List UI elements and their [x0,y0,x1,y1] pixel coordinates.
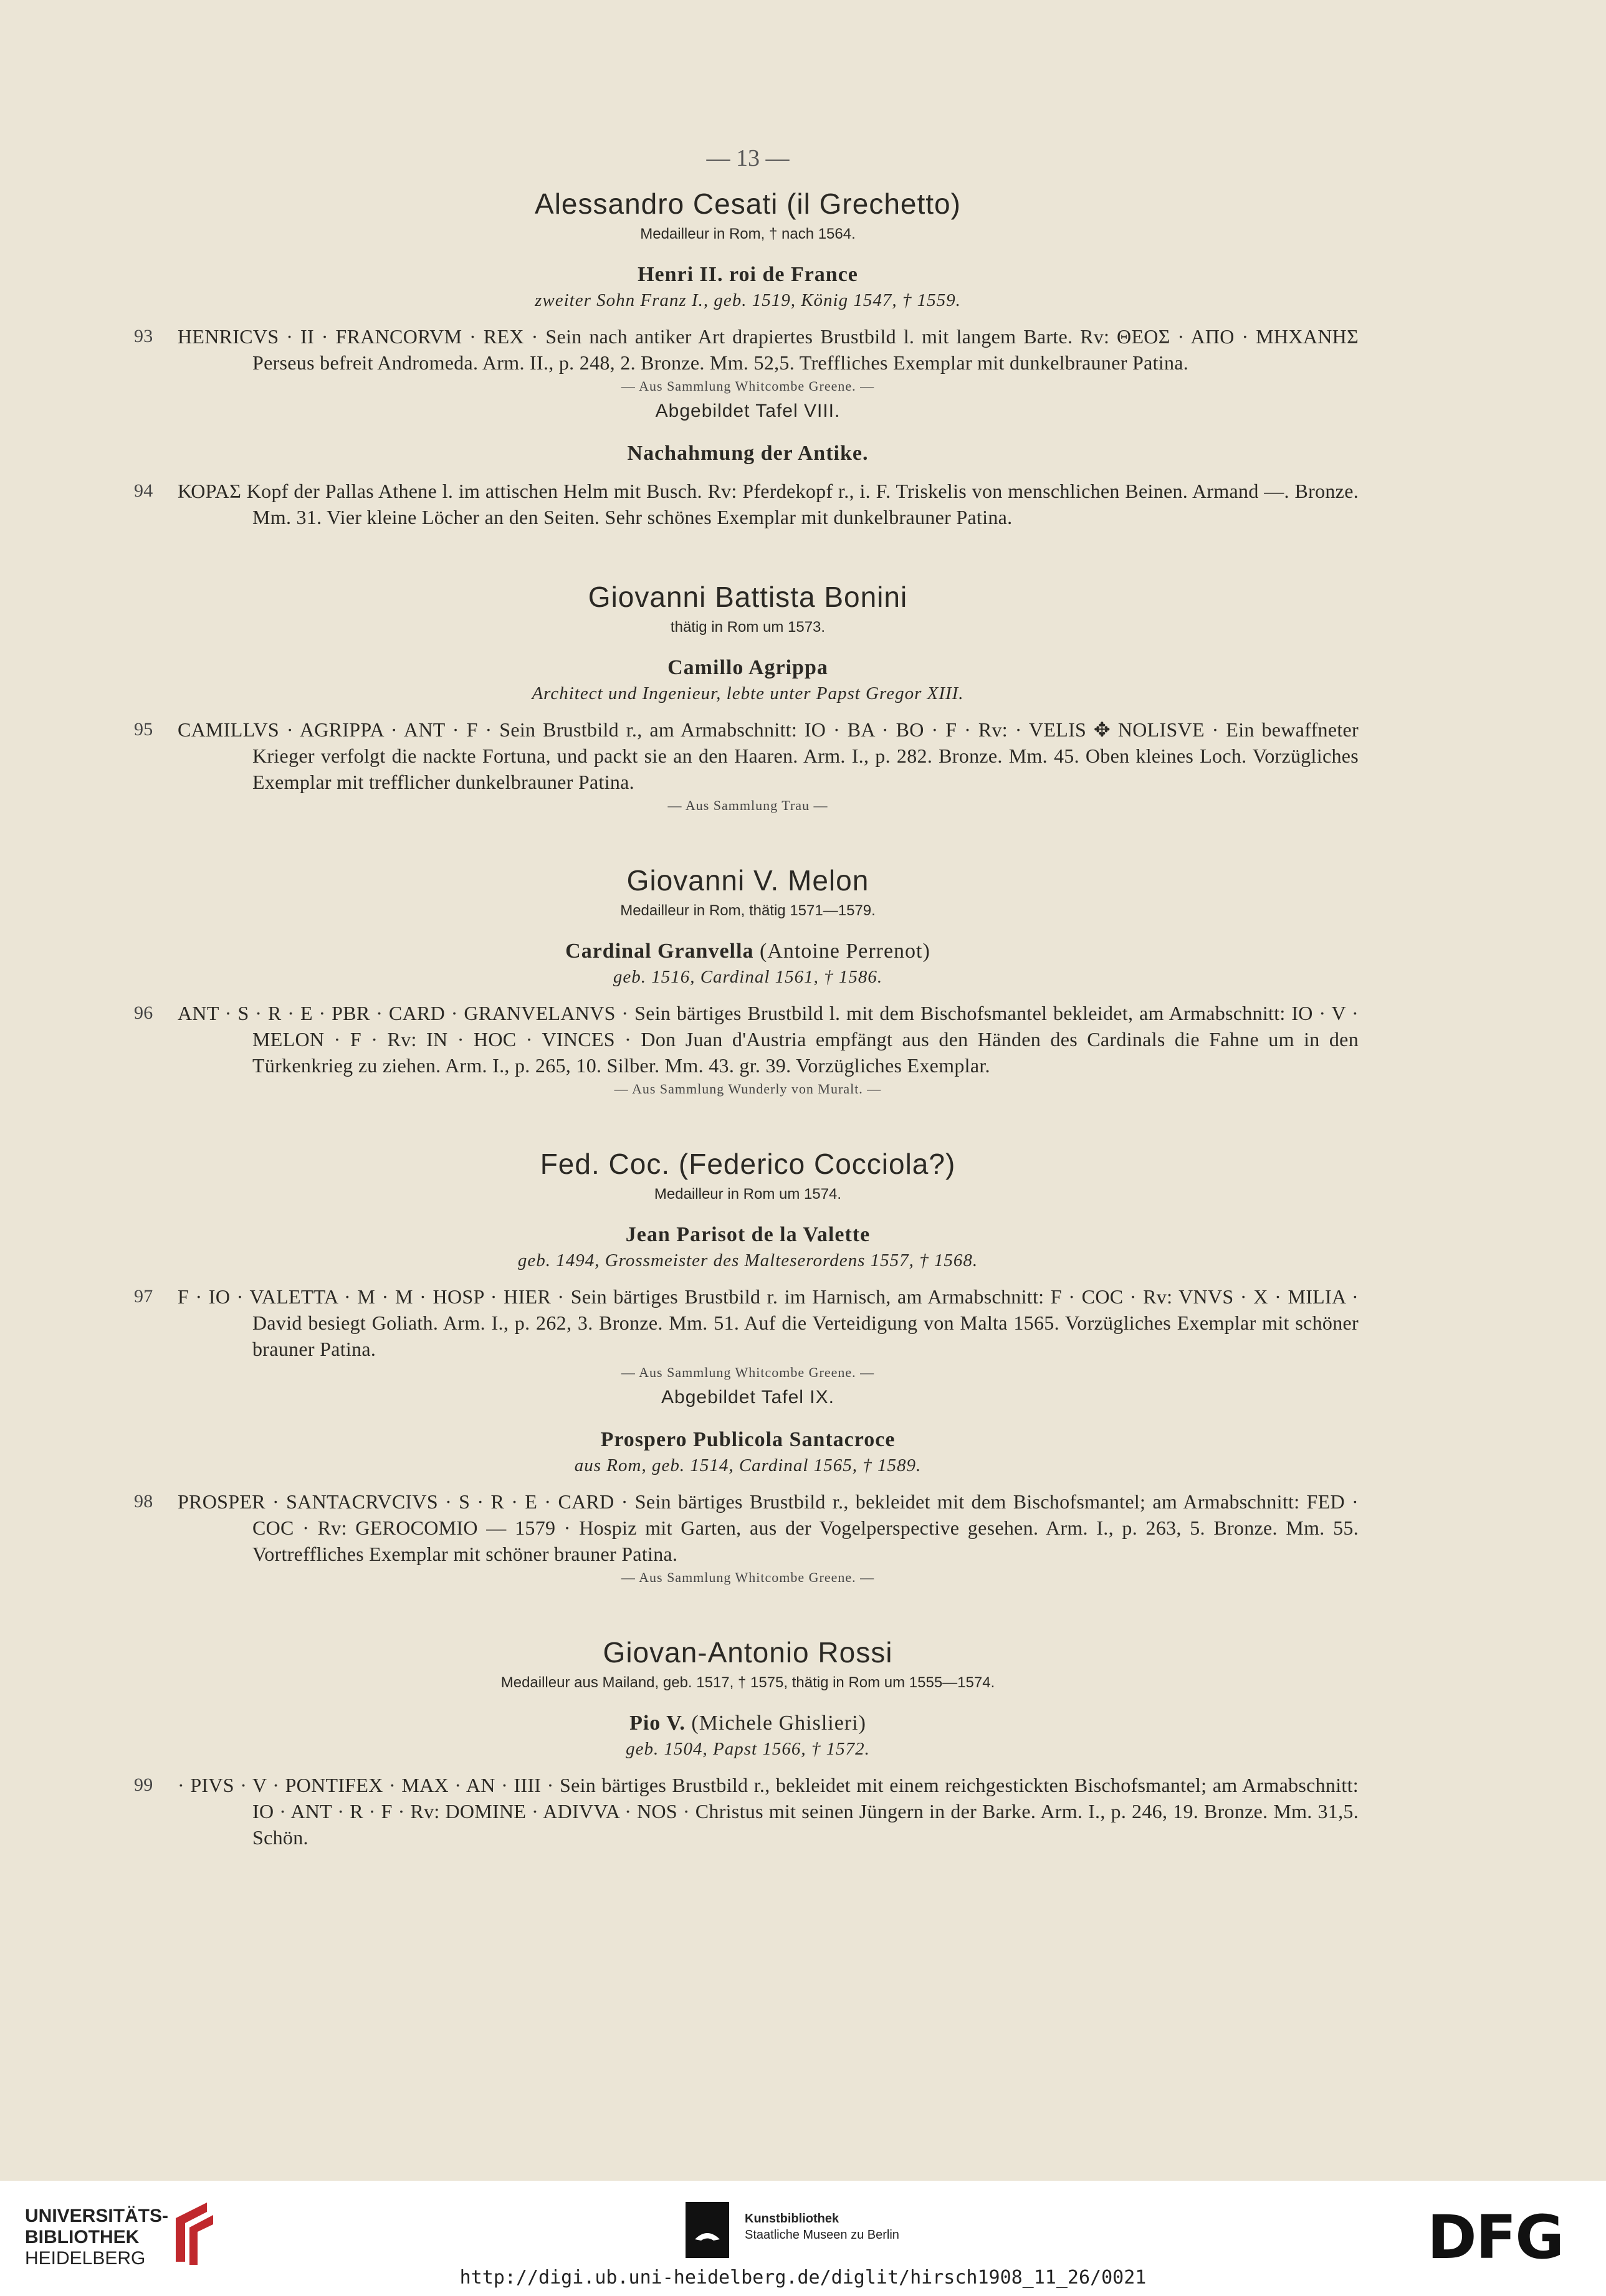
footer-bar [0,2181,1606,2296]
artist-heading [137,187,1359,221]
subject-heading [137,1428,1359,1452]
entry-provenance: — Aus Sammlung Whitcombe Greene. — [621,1365,875,1380]
artist-role: Medailleur in Rom, † nach 1564. [640,226,856,242]
page-number: — 13 — [706,145,790,171]
subject-dates: geb. 1504, Papst 1566, † 1572. [626,1739,870,1759]
ub-heidelberg-logo-icon [163,2199,219,2268]
entry-provenance: — Aus Sammlung Trau — [667,798,828,813]
subject-alias: (Michele Ghislieri) [691,1712,866,1735]
subject-heading [137,1712,1359,1735]
ub-line2: BIBLIOTHEK [25,2227,140,2247]
subject-alias: (Antoine Perrenot) [759,940,930,963]
subject-dates: aus Rom, geb. 1514, Cardinal 1565, † 1589. [574,1455,922,1475]
artist-heading [137,1636,1359,1669]
artist-heading [137,1147,1359,1181]
entry-number: 94 [134,480,153,501]
artist-role: Medailleur in Rom um 1574. [654,1186,842,1203]
entry-number: 96 [134,1003,153,1023]
subject-dates: geb. 1516, Cardinal 1561, † 1586. [613,967,883,987]
subject-name: Henri II. roi de France [638,263,858,286]
entry-number: 99 [134,1774,153,1795]
ub-line3: HEIDELBERG [25,2248,146,2269]
artist-name: Giovanni V. Melon [626,864,869,897]
catalog-content [134,187,1359,1851]
kb-title: Kunstbibliothek [745,2212,839,2226]
artist-name: Alessandro Cesati [535,188,778,220]
subject-name: Camillo Agrippa [667,656,828,679]
catalog-entry [134,1284,1359,1362]
artist-name: Giovanni Battista Bonini [588,581,908,613]
artist-name: Giovan-Antonio Rossi [603,1636,893,1669]
entry-description: F · IO · VALETTA · M · M · HOSP · HIER · Sein bärtiges Brustbild r. im Harnisch, am Armabschnitt: F · COC · Rv: VNVS · X · MILIA · David besiegt Goliath. Arm. I., p. 262, 3. Bronze. Mm. 51. Auf die Verteidigung von Malta 1565. Vorzügliches Exemplar mit schöner brauner Patina. [178,1285,1359,1360]
artist-alias: (il Grechetto) [786,188,961,220]
subject-dates: zweiter Sohn Franz I., geb. 1519, König 1547, † 1559. [535,290,961,310]
catalog-entry [134,1489,1359,1567]
subject-dates: geb. 1494, Grossmeister des Malteserordens 1557, † 1568. [517,1250,978,1270]
artist-name: Fed. Coc. [540,1148,671,1180]
dfg-logo[interactable]: DFG [1427,2203,1564,2272]
subject-heading [137,656,1359,680]
subject-heading [137,940,1359,963]
kunstbibliothek-eagle-icon [686,2202,729,2258]
catalog-entry [134,717,1359,795]
entry-description: ΚΟΡΑΣ Kopf der Pallas Athene l. im attischen Helm mit Busch. Rv: Pferdekopf r., i. F. Triskelis von menschlichen Beinen. Armand —. Bronze. Mm. 31. Vier kleine Löcher an den Seiten. Sehr schönes Exemplar mit dunkelbrauner Patina. [178,480,1359,528]
ub-heidelberg-wordmark[interactable] [25,2206,168,2269]
entry-description: ANT · S · R · E · PBR · CARD · GRANVELANVS · Sein bärtiges Brustbild l. mit dem Bischofsmantel bekleidet, am Armabschnitt: IO · V · MELON · F · Rv: IN · HOC · VINCES · Don Juan d'Austria empfängt aus den Händen des Cardinals die Fahne um in den Türkenkrieg zu ziehen. Arm. I., p. 265, 10. Silber. Mm. 43. gr. 39. Vorzügliches Exemplar. [178,1002,1359,1077]
subject-dates: Architect und Ingenieur, lebte unter Papst Gregor XIII. [532,684,964,703]
artist-role: Medailleur aus Mailand, geb. 1517, † 1575, thätig in Rom um 1555—1574. [500,1674,995,1691]
entry-provenance: — Aus Sammlung Wunderly von Muralt. — [614,1081,882,1097]
subject-heading [137,442,1359,465]
catalog-entry [134,1000,1359,1079]
artist-role: thätig in Rom um 1573. [670,619,826,636]
entry-number: 98 [134,1491,153,1512]
entry-number: 93 [134,326,153,346]
entry-number: 95 [134,719,153,740]
entry-plate-reference: Abgebildet Tafel VIII. [655,401,841,421]
subject-name: Nachahmung der Antike. [627,442,869,465]
kb-subtitle: Staatliche Museen zu Berlin [745,2228,899,2242]
subject-heading [137,1223,1359,1247]
entry-plate-reference: Abgebildet Tafel IX. [661,1387,834,1408]
entry-provenance: — Aus Sammlung Whitcombe Greene. — [621,378,875,394]
artist-role: Medailleur in Rom, thätig 1571—1579. [620,902,876,919]
subject-name: Jean Parisot de la Valette [625,1223,871,1246]
catalog-entry [134,323,1359,376]
entry-description: PROSPER · SANTACRVCIVS · S · R · E · CARD · Sein bärtiges Brustbild r., bekleidet mit dem Bischofsmantel; am Armabschnitt: FED · COC · Rv: GEROCOMIO — 1579 · Hospiz mit Garten, aus der Vogelperspective gesehen. Arm. I., p. 263, 5. Bronze. Mm. 55. Vortreffliches Exemplar mit schöner brauner Patina. [178,1490,1359,1565]
entry-number: 97 [134,1286,153,1307]
catalog-entry [134,1772,1359,1851]
subject-heading [137,263,1359,287]
artist-heading [137,580,1359,614]
ub-line1: UNIVERSITÄTS- [25,2206,169,2226]
entry-description: CAMILLVS · AGRIPPA · ANT · F · Sein Brustbild r., am Armabschnitt: IO · BA · BO · F · Rv: · VELIS ✥ NOLISVE · Ein bewaffneter Krieger verfolgt die nackte Fortuna, und packt sie an den Haaren. Arm. I., p. 282. Bronze. Mm. 45. Oben kleines Loch. Vorzügliches Exemplar mit trefflicher dunkelbrauner Patina. [178,718,1359,793]
artist-heading [137,864,1359,897]
entry-provenance: — Aus Sammlung Whitcombe Greene. — [621,1570,875,1585]
subject-name: Cardinal Granvella [565,940,754,963]
subject-name: Prospero Publicola Santacroce [600,1428,896,1451]
artist-alias: (Federico Cocciola?) [678,1148,956,1180]
entry-description: HENRICVS · II · FRANCORVM · REX · Sein nach antiker Art drapiertes Brustbild l. mit langem Barte. Rv: ΘΕΟΣ · ΑΠΟ · ΜΗΧΑΝΗΣ Perseus befreit Andromeda. Arm. II., p. 248, 2. Bronze. Mm. 52,5. Treffliches Exemplar mit dunkelbrauner Patina. [178,325,1359,374]
page-url[interactable]: http://digi.ub.uni-heidelberg.de/diglit/hirsch1908_11_26/0021 [459,2267,1147,2289]
subject-name: Pio V. [629,1712,686,1735]
entry-description: · PIVS · V · PONTIFEX · MAX · AN · IIII · Sein bärtiges Brustbild r., bekleidet mit einem reichgestickten Bischofsmantel; am Armabschnitt: IO · ANT · R · F · Rv: DOMINE · ADIVVA · NOS · Christus mit seinen Jüngern in der Barke. Arm. I., p. 246, 19. Bronze. Mm. 31,5. Schön. [178,1774,1359,1849]
catalog-entry [134,478,1359,530]
